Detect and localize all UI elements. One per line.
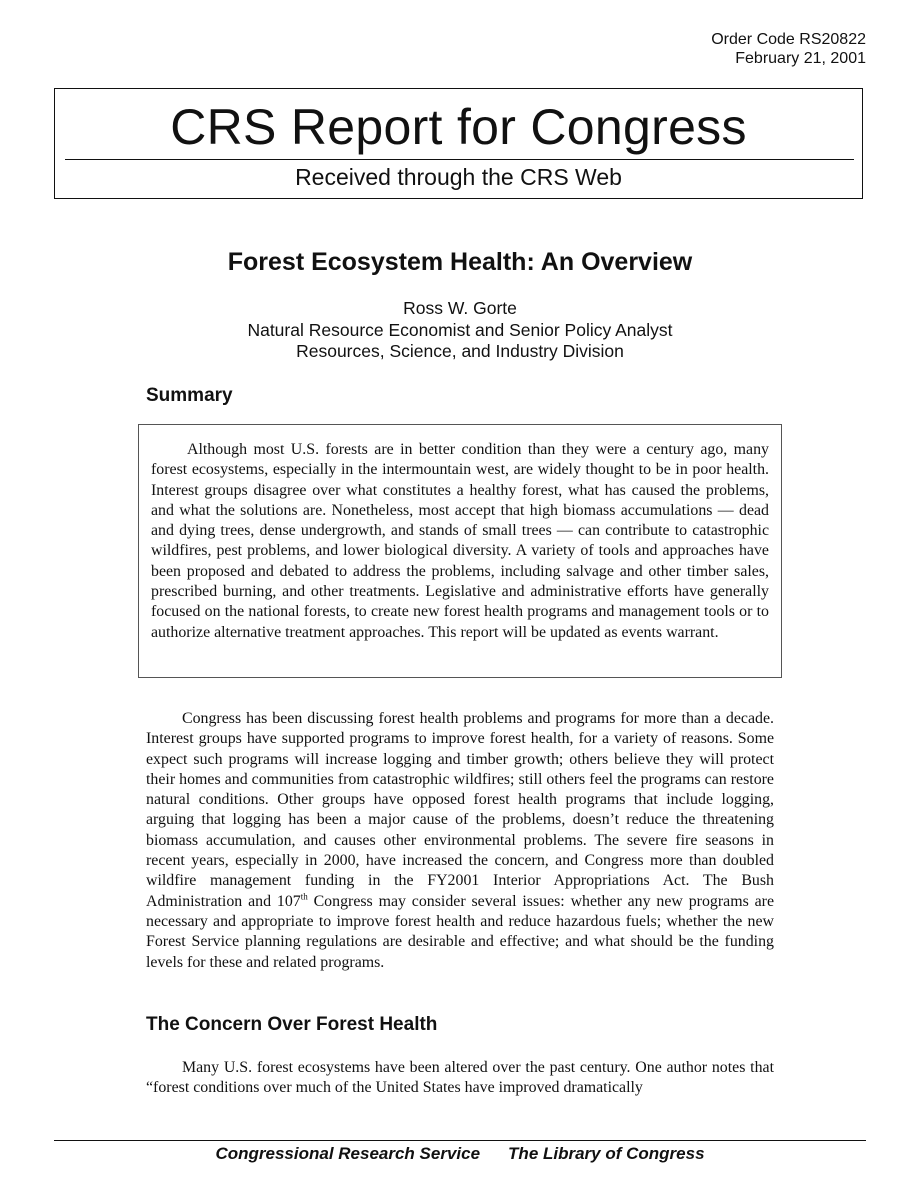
report-date: February 21, 2001 bbox=[735, 50, 866, 67]
author-name: Ross W. Gorte bbox=[403, 298, 517, 318]
summary-text: Although most U.S. forests are in better condition than they were a century ago, many forest ecosystems, especially in the intermountain west, are widely thought to be in poor health. Interest groups disagree over what constitutes a healthy forest, what has caused the problems, and what the solutions are. Nonetheless, most accept that high biomass accumulations — dead and dying trees, dense undergrowth, and stands of small trees — can contribute to catastrophic wildfires, pest problems, and lower biological diversity. A variety of tools and approaches have been proposed and debated to address the problems, including salvage and other timber sales, prescribed burning, and other treatments. Legislative and administrative efforts have generally focused on the national forests, to create new forest health programs and management tools or to authorize alternative treatment approaches. This report will be updated as events warrant. bbox=[151, 441, 769, 641]
document-title: Forest Ecosystem Health: An Overview bbox=[227, 248, 693, 276]
footer-divider bbox=[54, 1140, 866, 1141]
body-paragraph-2: Many U.S. forest ecosystems have been altered over the past century. One author notes that “forest conditions over much of the United States have improved dramatically bbox=[146, 1059, 774, 1097]
summary-box bbox=[138, 424, 782, 678]
footer-library: The Library of Congress bbox=[508, 1144, 705, 1163]
footer-publisher: Congressional Research Service bbox=[215, 1144, 481, 1163]
banner-divider bbox=[65, 159, 854, 160]
summary-heading: Summary bbox=[146, 385, 233, 406]
author-division: Resources, Science, and Industry Division bbox=[296, 341, 624, 361]
ordinal-suffix: th bbox=[300, 891, 308, 902]
byline bbox=[0, 298, 920, 363]
author-title: Natural Resource Economist and Senior Policy Analyst bbox=[247, 319, 673, 340]
report-banner bbox=[54, 88, 863, 199]
body-paragraph-1 bbox=[146, 709, 774, 973]
body-paragraph-1-part-b: Congress may consider several issues: whether any new programs are necessary and appropriate to improve forest health and reduce hazardous fuels; whether the new Forest Service planning regulations are desirable and effective; and what should be the funding levels for these and related programs. bbox=[146, 892, 775, 971]
page-footer bbox=[0, 1143, 920, 1165]
order-info bbox=[711, 30, 866, 68]
banner-title: CRS Report for Congress bbox=[170, 99, 747, 155]
banner-subtitle: Received through the CRS Web bbox=[295, 164, 622, 190]
body-paragraph-1-part-a: Congress has been discussing forest health problems and programs for more than a decade. Interest groups have supported programs to improve forest health, for a variety of reasons. Some expect such programs will increase logging and timber growth; others believe they will protect their homes and communities from catastrophic wildfires; still others feel the programs can restore natural conditions. Other groups have opposed forest health programs that include logging, arguing that logging has been a major cause of the problems, doesn’t reduce the threatening biomass accumulation, and causes other environmental problems. The severe fire seasons in recent years, especially in 2000, have increased the concern, and Congress more than doubled wildfire management funding in the FY2001 Interior Appropriations Act. The Bush Administration and 107 bbox=[146, 710, 774, 910]
order-code: Order Code RS20822 bbox=[711, 31, 866, 48]
section-heading-concern: The Concern Over Forest Health bbox=[146, 1014, 438, 1035]
